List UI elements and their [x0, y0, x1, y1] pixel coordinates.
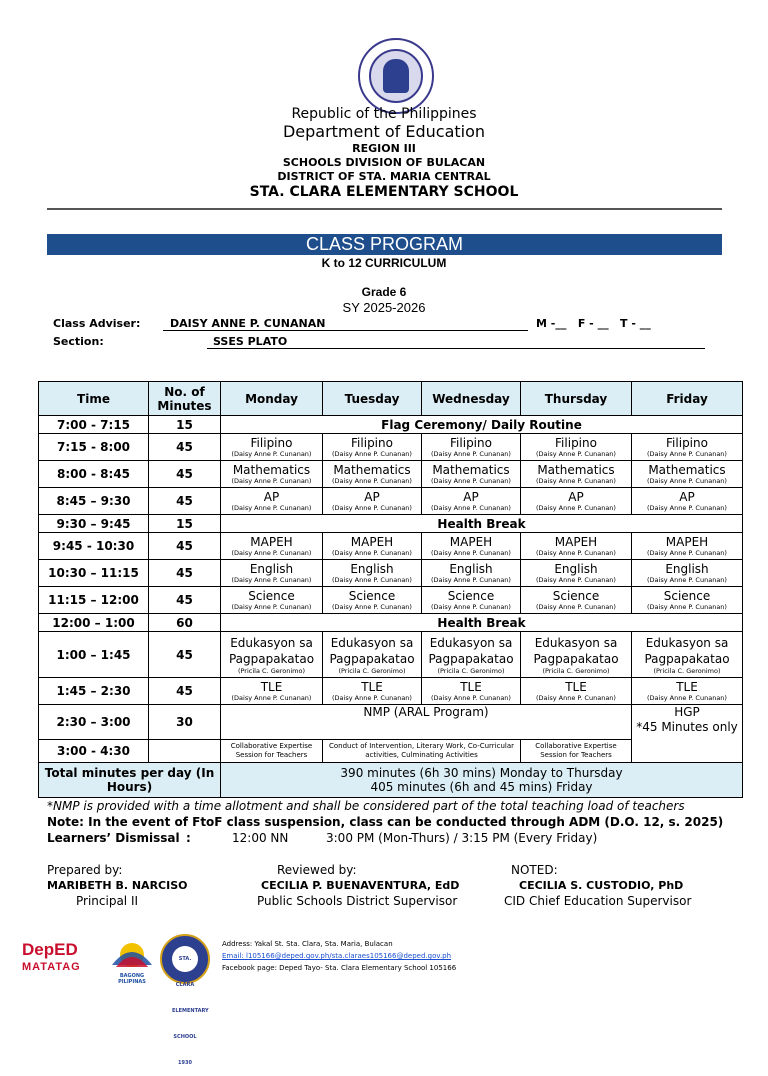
- subject-cell: [323, 587, 422, 614]
- teacher-name: (Daisy Anne P. Cunanan): [536, 549, 616, 557]
- header-divider: [47, 208, 722, 210]
- subject-name: Filipino: [555, 436, 597, 450]
- time-cell: 8:00 - 8:45: [39, 461, 149, 488]
- district-line: DISTRICT OF STA. MARIA CENTRAL: [277, 170, 491, 183]
- matatag-text: MATATAG: [22, 961, 81, 973]
- minutes-cell: [149, 740, 221, 763]
- subject-name: English: [449, 562, 493, 576]
- deped-seal: [358, 38, 434, 114]
- teacher-name: (Daisy Anne P. Cunanan): [431, 450, 511, 458]
- subject-cell: [221, 434, 323, 461]
- nmp-footnote: *NMP is provided with a time allotment and shall be considered part of the total teaching load of teachers: [47, 799, 685, 813]
- teacher-name: (Daisy Anne P. Cunanan): [647, 504, 727, 512]
- schedule-row: [39, 434, 743, 461]
- subject-cell: [422, 632, 521, 678]
- subject-name: TLE: [260, 680, 283, 694]
- total-label: Total minutes per day (In Hours): [39, 763, 221, 798]
- collab-mon-cell: Collaborative Expertise Session for Teachers: [221, 740, 323, 763]
- minutes-cell: 30: [149, 705, 221, 740]
- header-row: [39, 382, 743, 416]
- col-friday: Friday: [632, 382, 743, 416]
- school-year: SY 2025-2026: [342, 300, 426, 315]
- section-label: Section:: [53, 335, 104, 348]
- subject-cell: [323, 488, 422, 515]
- dismissal-noon: 12:00 NN: [232, 831, 289, 845]
- subject-cell: [521, 560, 632, 587]
- subject-name: Science: [248, 589, 295, 603]
- schedule-row: [39, 587, 743, 614]
- subject-cell: [521, 632, 632, 678]
- schedule-row: [39, 461, 743, 488]
- teacher-name: (Daisy Anne P. Cunanan): [647, 450, 727, 458]
- subject-name: MAPEH: [554, 535, 598, 549]
- time-cell: 10:30 – 11:15: [39, 560, 149, 587]
- subject-name: Edukasyon sa Pagpapakatao: [228, 635, 315, 666]
- subject-cell: [422, 587, 521, 614]
- adviser-name: DAISY ANNE P. CUNANAN: [163, 317, 528, 331]
- subject-cell: [521, 488, 632, 515]
- time-cell: 11:15 – 12:00: [39, 587, 149, 614]
- subject-name: MAPEH: [350, 535, 394, 549]
- subject-cell: [221, 560, 323, 587]
- suspension-note: Note: In the event of FtoF class suspension, class can be conducted through ADM (D.O. 12, s. 2025): [47, 815, 724, 829]
- teacher-name: (Daisy Anne P. Cunanan): [332, 477, 412, 485]
- subject-cell: [632, 533, 743, 560]
- subject-name: Filipino: [666, 436, 708, 450]
- subject-cell: [521, 587, 632, 614]
- teacher-name: (Daisy Anne P. Cunanan): [431, 504, 511, 512]
- teacher-name: (Daisy Anne P. Cunanan): [332, 694, 412, 702]
- subject-cell: [632, 434, 743, 461]
- subject-cell: [422, 678, 521, 705]
- minutes-cell: 45: [149, 488, 221, 515]
- teacher-name: (Daisy Anne P. Cunanan): [536, 477, 616, 485]
- teacher-name: (Daisy Anne P. Cunanan): [231, 694, 312, 702]
- teacher-name: (Daisy Anne P. Cunanan): [536, 694, 616, 702]
- teacher-name: (Daisy Anne P. Cunanan): [647, 549, 727, 557]
- footer-address: Address: Yakal St. Sta. Clara, Sta. Maria, Bulacan: [222, 940, 393, 948]
- minutes-cell: 45: [149, 632, 221, 678]
- subject-cell: [422, 461, 521, 488]
- subject-cell: [632, 461, 743, 488]
- teacher-name: (Daisy Anne P. Cunanan): [647, 576, 727, 584]
- subject-cell: [632, 560, 743, 587]
- subject-cell: [422, 434, 521, 461]
- teacher-name: (Pricila C. Geronimo): [653, 666, 721, 675]
- school-seal-text: STA. CLARA ELEMENTARY SCHOOL 1930: [172, 946, 198, 972]
- minutes-cell: 15: [149, 416, 221, 434]
- time-cell: 1:00 – 1:45: [39, 632, 149, 678]
- reviewed-name: CECILIA P. BUENAVENTURA, EdD: [261, 879, 460, 892]
- class-program-title: CLASS PROGRAM: [47, 234, 722, 255]
- subject-name: Edukasyon sa Pagpapakatao: [329, 635, 415, 666]
- teacher-name: (Daisy Anne P. Cunanan): [431, 477, 511, 485]
- teacher-name: (Daisy Anne P. Cunanan): [647, 603, 727, 611]
- teacher-name: (Daisy Anne P. Cunanan): [332, 576, 412, 584]
- teacher-name: (Daisy Anne P. Cunanan): [332, 450, 412, 458]
- adviser-label: Class Adviser:: [53, 317, 141, 330]
- minutes-cell: 45: [149, 461, 221, 488]
- grade-line: Grade 6: [361, 285, 407, 299]
- subject-name: Mathematics: [537, 463, 615, 477]
- teacher-name: (Pricila C. Geronimo): [237, 666, 306, 675]
- schedule-row: [39, 632, 743, 678]
- dismissal-pm: 3:00 PM (Mon-Thurs) / 3:15 PM (Every Friday): [326, 831, 598, 845]
- col-wednesday: Wednesday: [422, 382, 521, 416]
- minutes-cell: 45: [149, 678, 221, 705]
- dismissal-label: Learners’ Dismissal: [47, 831, 180, 845]
- teacher-name: (Daisy Anne P. Cunanan): [431, 694, 511, 702]
- subject-cell: [422, 560, 521, 587]
- subject-name: TLE: [565, 680, 587, 694]
- minutes-cell: 45: [149, 560, 221, 587]
- gender-counts: M -__ F - __ T - __: [536, 317, 651, 330]
- subject-cell: [221, 533, 323, 560]
- teacher-name: (Daisy Anne P. Cunanan): [231, 450, 312, 458]
- subject-cell: [323, 461, 422, 488]
- schedule-row: [39, 533, 743, 560]
- seal-torch-icon: [383, 59, 409, 93]
- region-line: REGION III: [352, 142, 416, 155]
- teacher-name: (Daisy Anne P. Cunanan): [332, 549, 412, 557]
- schedule-row: [39, 705, 743, 740]
- schedule-row: [39, 515, 743, 533]
- subject-cell: [221, 461, 323, 488]
- teacher-name: (Daisy Anne P. Cunanan): [536, 450, 616, 458]
- subject-name: English: [350, 562, 394, 576]
- section-name: SSES PLATO: [207, 335, 705, 349]
- subject-cell: [521, 533, 632, 560]
- deped-matatag-logo: [22, 940, 92, 980]
- teacher-name: (Daisy Anne P. Cunanan): [231, 549, 312, 557]
- subject-cell: [323, 533, 422, 560]
- time-cell: 9:30 – 9:45: [39, 515, 149, 533]
- subject-name: AP: [364, 490, 380, 504]
- subject-cell: [422, 488, 521, 515]
- subject-cell: [323, 434, 422, 461]
- time-cell: 1:45 – 2:30: [39, 678, 149, 705]
- minutes-cell: 45: [149, 587, 221, 614]
- subject-name: Science: [663, 589, 711, 603]
- subject-cell: [323, 560, 422, 587]
- schedule-row: [39, 416, 743, 434]
- deped-logo-text: DepED: [22, 940, 78, 959]
- col-minutes: No. of Minutes: [149, 382, 221, 416]
- time-cell: 7:00 - 7:15: [39, 416, 149, 434]
- col-monday: Monday: [221, 382, 323, 416]
- division-line: SCHOOLS DIVISION OF BULACAN: [282, 156, 486, 169]
- bagong-pilipinas-text: BAGONG PILIPINAS: [118, 973, 146, 985]
- schedule-table: [38, 381, 743, 798]
- subject-name: MAPEH: [449, 535, 493, 549]
- reviewed-title: Public Schools District Supervisor: [257, 894, 458, 908]
- schedule-row: [39, 614, 743, 632]
- subject-name: English: [665, 562, 709, 576]
- time-cell: 2:30 – 3:00: [39, 705, 149, 740]
- department-line: Department of Education: [282, 122, 486, 141]
- subject-name: AP: [568, 490, 584, 504]
- noted-name: CECILIA S. CUSTODIO, PhD: [519, 879, 684, 892]
- schedule-row: [39, 678, 743, 705]
- teacher-name: (Daisy Anne P. Cunanan): [647, 477, 727, 485]
- hgp-cell: HGP *45 Minutes only: [632, 705, 743, 763]
- subject-name: English: [554, 562, 598, 576]
- minutes-cell: 45: [149, 434, 221, 461]
- subject-name: TLE: [361, 680, 383, 694]
- subject-name: Science: [447, 589, 495, 603]
- subject-name: TLE: [676, 680, 698, 694]
- prepared-label: Prepared by:: [47, 863, 123, 877]
- minutes-cell: 45: [149, 533, 221, 560]
- subject-name: Edukasyon sa Pagpapakatao: [428, 635, 514, 666]
- teacher-name: (Pricila C. Geronimo): [542, 666, 610, 675]
- subject-name: Mathematics: [648, 463, 726, 477]
- subject-name: MAPEH: [665, 535, 709, 549]
- teacher-name: (Daisy Anne P. Cunanan): [536, 576, 616, 584]
- subject-cell: [422, 533, 521, 560]
- time-cell: 3:00 - 4:30: [39, 740, 149, 763]
- prepared-name: MARIBETH B. NARCISO: [47, 879, 188, 892]
- reviewed-label: Reviewed by:: [277, 863, 357, 877]
- subject-name: AP: [679, 490, 695, 504]
- subject-name: Filipino: [351, 436, 393, 450]
- subject-name: English: [249, 562, 294, 576]
- nmp-cell: NMP (ARAL Program): [221, 705, 632, 740]
- minutes-cell: 60: [149, 614, 221, 632]
- noted-label: NOTED:: [511, 863, 558, 877]
- total-friday: 405 minutes (6h and 45 mins) Friday: [370, 780, 593, 794]
- minutes-cell: 15: [149, 515, 221, 533]
- subject-name: Mathematics: [232, 463, 311, 477]
- conduct-cell: Conduct of Intervention, Literary Work, Co-Curricular activities, Culminating Activities: [323, 740, 521, 763]
- teacher-name: (Pricila C. Geronimo): [338, 666, 406, 675]
- subject-cell: [521, 434, 632, 461]
- teacher-name: (Daisy Anne P. Cunanan): [536, 504, 616, 512]
- subject-name: Filipino: [450, 436, 492, 450]
- teacher-name: (Daisy Anne P. Cunanan): [431, 549, 511, 557]
- seal-inner: [369, 49, 423, 103]
- teacher-name: (Daisy Anne P. Cunanan): [231, 576, 312, 584]
- subject-name: Edukasyon sa Pagpapakatao: [644, 635, 730, 666]
- schedule-row: [39, 488, 743, 515]
- subject-cell: [221, 678, 323, 705]
- schedule-row: [39, 560, 743, 587]
- subject-cell: [632, 632, 743, 678]
- teacher-name: (Pricila C. Geronimo): [437, 666, 505, 675]
- span-cell: Health Break: [221, 515, 743, 533]
- school-name: STA. CLARA ELEMENTARY SCHOOL: [249, 184, 519, 200]
- col-time: Time: [39, 382, 149, 416]
- teacher-name: (Daisy Anne P. Cunanan): [231, 504, 312, 512]
- span-cell: Health Break: [221, 614, 743, 632]
- subject-name: TLE: [460, 680, 482, 694]
- time-cell: 12:00 – 1:00: [39, 614, 149, 632]
- subject-name: Edukasyon sa Pagpapakatao: [533, 635, 619, 666]
- subject-cell: [323, 632, 422, 678]
- col-tuesday: Tuesday: [323, 382, 422, 416]
- subject-name: AP: [463, 490, 479, 504]
- footer-facebook: Facebook page: Deped Tayo- Sta. Clara Elementary School 105166: [222, 964, 457, 972]
- subject-cell: [323, 678, 422, 705]
- totals-row: [39, 763, 743, 798]
- footer-email-link[interactable]: Email: l105166@deped.gov.ph/sta.claraes105166@deped.gov.ph: [222, 952, 452, 960]
- total-mon-thu: 390 minutes (6h 30 mins) Monday to Thursday: [340, 766, 623, 780]
- bagong-pilipinas-logo: [106, 935, 158, 985]
- subject-cell: [221, 488, 323, 515]
- prepared-title: Principal II: [76, 894, 139, 908]
- collab-thu-cell: Collaborative Expertise Session for Teachers: [521, 740, 632, 763]
- teacher-name: (Daisy Anne P. Cunanan): [536, 603, 616, 611]
- span-cell: Flag Ceremony/ Daily Routine: [221, 416, 743, 434]
- teacher-name: (Daisy Anne P. Cunanan): [647, 694, 727, 702]
- teacher-name: (Daisy Anne P. Cunanan): [332, 504, 412, 512]
- schedule-body: [39, 416, 743, 763]
- time-cell: 8:45 – 9:30: [39, 488, 149, 515]
- subject-cell: [521, 678, 632, 705]
- republic-line: Republic of the Philippines: [291, 106, 477, 122]
- teacher-name: (Daisy Anne P. Cunanan): [431, 603, 511, 611]
- school-seal-logo: [160, 934, 210, 1066]
- subject-cell: [221, 632, 323, 678]
- time-cell: 9:45 - 10:30: [39, 533, 149, 560]
- subject-name: Mathematics: [432, 463, 510, 477]
- curriculum-line: K to 12 CURRICULUM: [321, 256, 447, 270]
- subject-name: Filipino: [250, 436, 293, 450]
- subject-name: MAPEH: [250, 535, 293, 549]
- subject-cell: [632, 678, 743, 705]
- teacher-name: (Daisy Anne P. Cunanan): [231, 477, 312, 485]
- teacher-name: (Daisy Anne P. Cunanan): [431, 576, 511, 584]
- bagong-pilipinas-sun-icon: [106, 935, 158, 969]
- subject-cell: [632, 587, 743, 614]
- subject-cell: [632, 488, 743, 515]
- dismissal-colon: :: [186, 831, 191, 845]
- noted-title: CID Chief Education Supervisor: [504, 894, 692, 908]
- subject-cell: [521, 461, 632, 488]
- teacher-name: (Daisy Anne P. Cunanan): [231, 603, 312, 611]
- time-cell: 7:15 - 8:00: [39, 434, 149, 461]
- subject-name: Mathematics: [333, 463, 411, 477]
- teacher-name: (Daisy Anne P. Cunanan): [332, 603, 412, 611]
- subject-name: Science: [552, 589, 600, 603]
- subject-cell: [221, 587, 323, 614]
- col-thursday: Thursday: [521, 382, 632, 416]
- subject-name: AP: [263, 490, 280, 504]
- total-values: [221, 763, 743, 798]
- subject-name: Science: [348, 589, 396, 603]
